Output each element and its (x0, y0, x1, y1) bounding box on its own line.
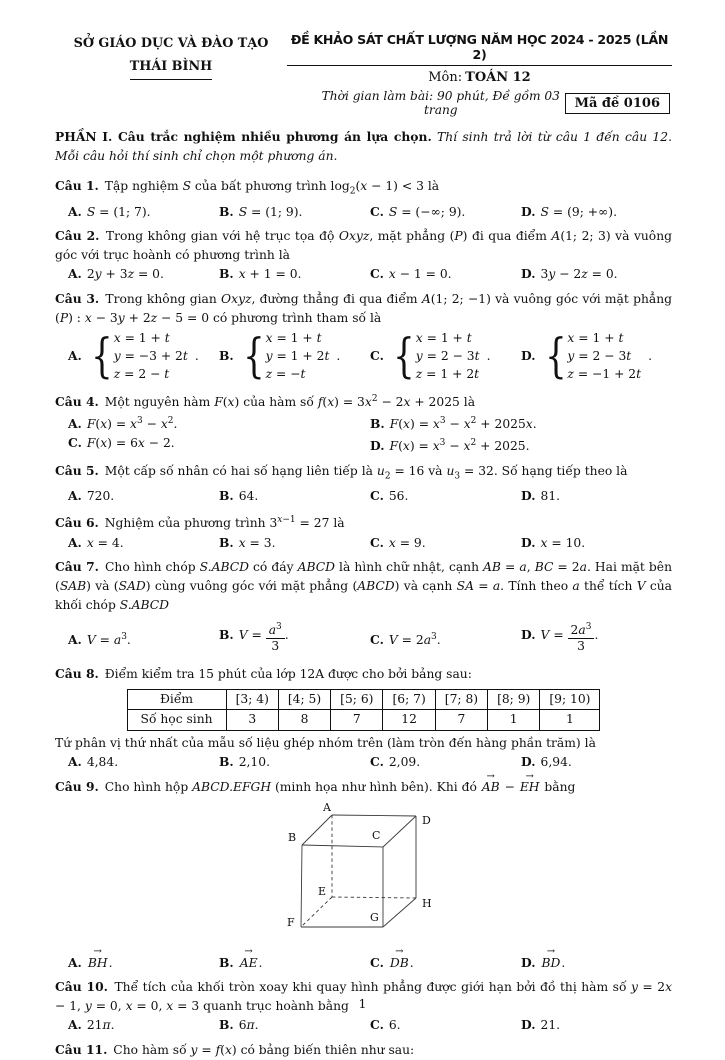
option-text: $F(x) = x^3 - x^2 + 2025$. (389, 437, 530, 453)
question-9-option-b (219, 954, 370, 973)
option-text: x + 1 = 0. (238, 267, 302, 282)
question-11 (55, 1041, 672, 1060)
question-7-text: Cho hình chóp S.ABCD có đáy ABCD là hình chữ nhật, cạnh AB = a, BC = 2a. Hai mặt bên (SAB) và (SAD) cùng vuông góc với mặt phẳng (ABCD) và cạnh SA = a. Tính theo a thể tích V của khối chóp S.ABCD (55, 560, 672, 612)
option-letter: B. (370, 416, 385, 432)
table-cell: 8 (278, 710, 330, 731)
question-2-option-b (219, 265, 370, 284)
option-letter: C. (370, 203, 384, 219)
option-text: S = (1; 9). (238, 204, 303, 219)
question-7-options (55, 617, 672, 659)
subject-value: TOÁN 12 (465, 70, 531, 85)
issuer-block (55, 32, 287, 80)
option-letter: A. (68, 1017, 82, 1033)
option-letter: D. (521, 203, 536, 219)
parallelepiped-figure-wrap (55, 801, 672, 952)
option-text: 64. (238, 488, 259, 503)
sys-line: x = 1 + t (415, 331, 472, 346)
table-cell: 1 (540, 710, 600, 731)
question-9-option-c (370, 954, 521, 973)
option-letter: D. (521, 534, 536, 550)
brace-glyph: { (393, 329, 415, 385)
table-cell: Số học sinh (127, 710, 226, 731)
option-letter: D. (521, 754, 536, 770)
exam-code-badge: Mã đề 0106 (565, 93, 670, 114)
option-letter: B. (219, 754, 234, 770)
vertex-label-a: A (322, 800, 331, 814)
option-text: $F(x) = x^3 - x^2 + 2025x$. (389, 416, 537, 432)
duration-text: Thời gian làm bài: 90 phút, Đề gồm 03 trang (321, 89, 560, 117)
question-1-stem (55, 177, 672, 201)
question-6-option-c (370, 534, 521, 553)
option-text: 6π. (238, 1018, 259, 1033)
question-9-options (55, 954, 672, 973)
option-text: BH →. (87, 956, 113, 970)
option-letter: C. (370, 631, 384, 647)
table-cell: [6; 7) (383, 689, 435, 710)
question-11-stem (55, 1041, 672, 1060)
option-text: S = (9; +∞). (540, 204, 618, 219)
question-7 (55, 558, 672, 659)
title-block (287, 32, 672, 117)
subject-line (287, 70, 672, 85)
question-7-stem (55, 558, 672, 614)
sys-line: y = 2 − 3t (415, 348, 480, 363)
option-text: x = 3. (238, 535, 276, 550)
question-6-label: Câu 6. (55, 515, 99, 531)
score-table-header-row (127, 689, 600, 710)
param-system (239, 330, 330, 383)
parallelepiped-figure (268, 801, 460, 949)
option-text: 2y + 3z = 0. (86, 267, 164, 282)
option-text: $F(x) = x^3 - x^2$. (86, 416, 178, 432)
table-cell: 1 (488, 710, 540, 731)
question-6-stem (55, 511, 672, 533)
option-letter: D. (370, 437, 385, 453)
option-text: x = 4. (86, 535, 124, 550)
option-letter: D. (521, 348, 536, 364)
question-8-text: Điểm kiểm tra 15 phút của lớp 12A được cho bởi bảng sau: (104, 667, 472, 682)
option-letter: D. (521, 487, 536, 503)
question-3-option-a (68, 330, 219, 383)
question-1-option-d (521, 203, 672, 222)
option-text: 21. (540, 1018, 561, 1033)
option-letter: A. (68, 203, 82, 219)
option-text: F(x) = 6x − 2. (86, 435, 175, 450)
question-9-label: Câu 9. (55, 779, 99, 795)
option-letter: B. (219, 954, 234, 970)
question-4-text: Một nguyên hàm F(x) của hàm số $f(x) = 3x^2 - 2x + 2025$ là (104, 393, 476, 409)
subject-label: Môn: (428, 70, 463, 85)
option-text: 2,10. (238, 755, 270, 770)
question-9-option-d (521, 954, 672, 973)
option-text: V = $\frac{a^3}{3}$ . (238, 622, 289, 654)
option-letter: C. (370, 1017, 384, 1033)
question-11-label: Câu 11. (55, 1042, 108, 1057)
option-text: 81. (540, 488, 561, 503)
question-2-option-d (521, 265, 672, 284)
question-4-label: Câu 4. (55, 393, 99, 409)
table-cell: [9; 10) (540, 689, 600, 710)
table-cell: [8; 9) (488, 689, 540, 710)
question-1-options (55, 203, 672, 222)
question-8-options (55, 753, 672, 772)
part1-heading (55, 128, 672, 165)
option-text: S = (−∞; 9). (388, 204, 466, 219)
question-3 (55, 290, 672, 384)
question-8-label: Câu 8. (55, 666, 99, 682)
question-6-option-d (521, 534, 672, 553)
option-letter: C. (370, 348, 384, 364)
vertex-label-f: F (286, 915, 295, 929)
option-text: x = 10. (540, 535, 586, 550)
question-4-option-c (68, 434, 370, 456)
question-2-option-c (370, 265, 521, 284)
period: . (194, 349, 199, 364)
part1-instruction: Thí sinh trả lời từ câu 1 đến câu 12. Mỗi câu hỏi thí sinh chỉ chọn một phương án. (55, 130, 672, 163)
question-8-stem (55, 665, 672, 684)
exam-header (55, 32, 672, 117)
option-text: 21π. (86, 1018, 115, 1033)
table-cell: [3; 4) (226, 689, 278, 710)
param-system (87, 330, 188, 383)
question-3-option-d (521, 330, 672, 383)
question-6-option-a (68, 534, 219, 553)
option-text: AE →. (239, 956, 263, 970)
question-6-option-b (219, 534, 370, 553)
option-letter: A. (68, 754, 82, 770)
duration-line (287, 89, 672, 117)
brace-glyph: { (91, 329, 113, 385)
table-cell: [4; 5) (278, 689, 330, 710)
question-5-option-c (370, 487, 521, 506)
option-text: 6. (388, 1018, 401, 1033)
question-5 (55, 462, 672, 506)
question-2-options (55, 265, 672, 284)
option-letter: A. (68, 266, 82, 282)
question-2-text: Trong không gian với hệ trục tọa độ Oxyz, mặt phẳng (P) đi qua điểm A(1; 2; 3) và vuông góc với trục hoành có phương trình là (55, 229, 672, 262)
vertex-label-d: D (421, 813, 431, 827)
option-text: 3y − 2z = 0. (540, 267, 618, 282)
question-1 (55, 177, 672, 221)
option-letter: C. (370, 487, 384, 503)
option-letter: A. (68, 487, 82, 503)
question-3-stem (55, 290, 672, 327)
question-6 (55, 511, 672, 552)
table-cell: 12 (383, 710, 435, 731)
exam-title-row (287, 32, 672, 66)
question-2-option-a (68, 265, 219, 284)
score-table-data-row (127, 710, 600, 731)
vertex-label-e: E (317, 884, 326, 898)
option-letter: B. (219, 626, 234, 642)
page-number: 1 (358, 996, 367, 1011)
question-3-label: Câu 3. (55, 290, 100, 306)
option-letter: C. (370, 754, 384, 770)
question-7-option-a (68, 627, 219, 649)
question-5-options (55, 487, 672, 506)
option-letter: D. (521, 266, 536, 282)
question-10-options (55, 1016, 672, 1035)
question-1-option-b (219, 203, 370, 222)
question-3-text: Trong không gian Oxyz, đường thẳng đi qua điểm A(1; 2; −1) và vuông góc với mặt phẳng (P) : x − 3y + 2z − 5 = 0 có phương trình tham số là (55, 291, 672, 325)
question-5-option-d (521, 487, 672, 506)
option-text: S = (1; 7). (86, 204, 151, 219)
option-letter: B. (219, 348, 234, 364)
question-7-option-b (219, 622, 370, 654)
question-10-option-c (370, 1016, 521, 1035)
option-letter: A. (68, 348, 82, 364)
option-letter: A. (68, 534, 82, 550)
question-4 (55, 389, 672, 455)
option-text: V = $\frac{2a^3}{3}$ . (540, 622, 599, 654)
question-7-option-d (521, 622, 672, 654)
sys-line: x = 1 + t (265, 331, 322, 346)
period: . (648, 349, 652, 364)
option-text: DB →. (389, 956, 414, 970)
vertex-label-c: C (371, 828, 380, 842)
option-text: 4,84. (86, 755, 119, 770)
question-2 (55, 227, 672, 284)
option-letter: A. (68, 631, 82, 647)
option-letter: A. (68, 416, 82, 432)
option-text: 6,94. (540, 755, 572, 770)
option-text: 720. (86, 488, 115, 503)
question-4-stem (55, 389, 672, 411)
question-1-label: Câu 1. (55, 178, 99, 194)
vertex-label-b: B (287, 830, 296, 844)
brace-glyph: { (544, 329, 567, 385)
param-system (389, 330, 480, 383)
question-3-options (55, 330, 672, 383)
question-6-text: Nghiệm của phương trình $3^{x-1} = 27$ là (104, 515, 345, 531)
question-9-stem (55, 778, 672, 797)
question-10-option-d (521, 1016, 672, 1035)
option-letter: D. (521, 1017, 536, 1033)
option-text: $V = 2a^3$. (388, 631, 441, 647)
option-text: 2,09. (388, 755, 421, 770)
table-cell: [5; 6) (331, 689, 383, 710)
option-letter: B. (219, 266, 234, 282)
sys-line: z = 2 − t (113, 366, 170, 381)
question-3-option-b (219, 330, 370, 383)
part1-title: PHẦN I. Câu trắc nghiệm nhiều phương án lựa chọn. (55, 129, 432, 144)
sys-line: z = −t (265, 366, 306, 381)
issuer-line1: SỞ GIÁO DỤC VÀ ĐÀO TẠO (73, 36, 269, 51)
option-letter: B. (219, 203, 234, 219)
option-text: 56. (388, 488, 409, 503)
question-4-option-b (370, 412, 672, 434)
question-8 (55, 665, 672, 772)
score-table-wrap (55, 689, 672, 731)
sys-line: z = 1 + 2t (415, 366, 480, 381)
question-4-option-a (68, 412, 370, 434)
table-cell: [7; 8) (435, 689, 487, 710)
question-8-option-d (521, 753, 672, 772)
vertex-label-g: G (369, 910, 379, 924)
option-letter: D. (521, 626, 536, 642)
option-letter: D. (521, 954, 536, 970)
question-5-label: Câu 5. (55, 462, 99, 478)
option-text: x = 9. (388, 535, 426, 550)
question-8-followup: Tứ phân vị thứ nhất của mẫu số liệu ghép nhóm trên (làm tròn đến hàng phần trăm) là (55, 735, 596, 750)
question-9 (55, 778, 672, 972)
option-letter: B. (219, 1017, 234, 1033)
question-5-stem (55, 462, 672, 486)
sys-line: y = 1 + 2t (265, 348, 330, 363)
question-1-option-c (370, 203, 521, 222)
question-8-option-a (68, 753, 219, 772)
question-5-text: Một cấp số nhân có hai số hạng liên tiếp là $u_2 = 16$ và $u_3 = 32$. Số hạng tiếp theo là (104, 463, 628, 481)
question-10-option-b (219, 1016, 370, 1035)
sys-line: z = −1 + 2t (567, 366, 642, 381)
issuer-line2 (55, 55, 287, 80)
vertex-label-h: H (421, 896, 432, 910)
question-8-option-b (219, 753, 370, 772)
period: . (336, 349, 341, 364)
question-9-text: Cho hình hộp ABCD.EFGH (minh họa như hình bên). Khi đó AB → − EH → bằng (105, 780, 576, 794)
question-4-options (55, 412, 672, 455)
question-5-option-b (219, 487, 370, 506)
option-letter: C. (370, 954, 384, 970)
question-6-options (55, 534, 672, 553)
question-9-option-a (68, 954, 219, 973)
sys-line: y = −3 + 2t (113, 348, 188, 363)
option-letter: C. (68, 434, 82, 450)
question-10-label: Câu 10. (55, 979, 108, 995)
question-11-text: Cho hàm số y = f(x) có bảng biến thiên như sau: (113, 1043, 415, 1057)
option-text: BD →. (541, 956, 566, 970)
sys-line: x = 1 + t (113, 331, 170, 346)
option-letter: B. (219, 534, 234, 550)
question-2-stem (55, 227, 672, 264)
sys-line: x = 1 + t (567, 331, 624, 346)
question-5-option-a (68, 487, 219, 506)
option-letter: B. (219, 487, 234, 503)
option-letter: A. (68, 954, 82, 970)
exam-title: ĐỀ KHẢO SÁT CHẤT LƯỢNG NĂM HỌC 2024 - 2025 (LẦN 2) (287, 32, 672, 66)
option-letter: C. (370, 266, 384, 282)
table-cell: 3 (226, 710, 278, 731)
table-cell: Điểm (127, 689, 226, 710)
option-text: x − 1 = 0. (388, 267, 452, 282)
question-10-option-a (68, 1016, 219, 1035)
sys-line: y = 2 − 3t (567, 348, 632, 363)
table-cell: 7 (331, 710, 383, 731)
question-10-text: Thể tích của khối tròn xoay khi quay hình phẳng được giới hạn bởi đồ thị hàm số y = 2x − 1, y = 0, x = 0, x = 3 quanh trục hoành bằng (55, 980, 672, 1013)
score-table (127, 689, 601, 731)
question-2-label: Câu 2. (55, 228, 100, 244)
option-letter: C. (370, 534, 384, 550)
question-3-option-c (370, 330, 521, 383)
issuer-province: THÁI BÌNH (130, 55, 213, 80)
question-4-option-d (370, 434, 672, 456)
brace-glyph: { (242, 329, 265, 385)
question-1-option-a (68, 203, 219, 222)
table-cell: 7 (435, 710, 487, 731)
period: . (486, 349, 491, 364)
question-1-text: Tập nghiệm S của bất phương trình $\log_2(x - 1) < 3$ là (104, 179, 440, 197)
option-text: $V = a^3$. (86, 631, 131, 647)
question-7-label: Câu 7. (55, 559, 99, 575)
question-7-option-c (370, 627, 521, 649)
param-system (541, 330, 642, 383)
